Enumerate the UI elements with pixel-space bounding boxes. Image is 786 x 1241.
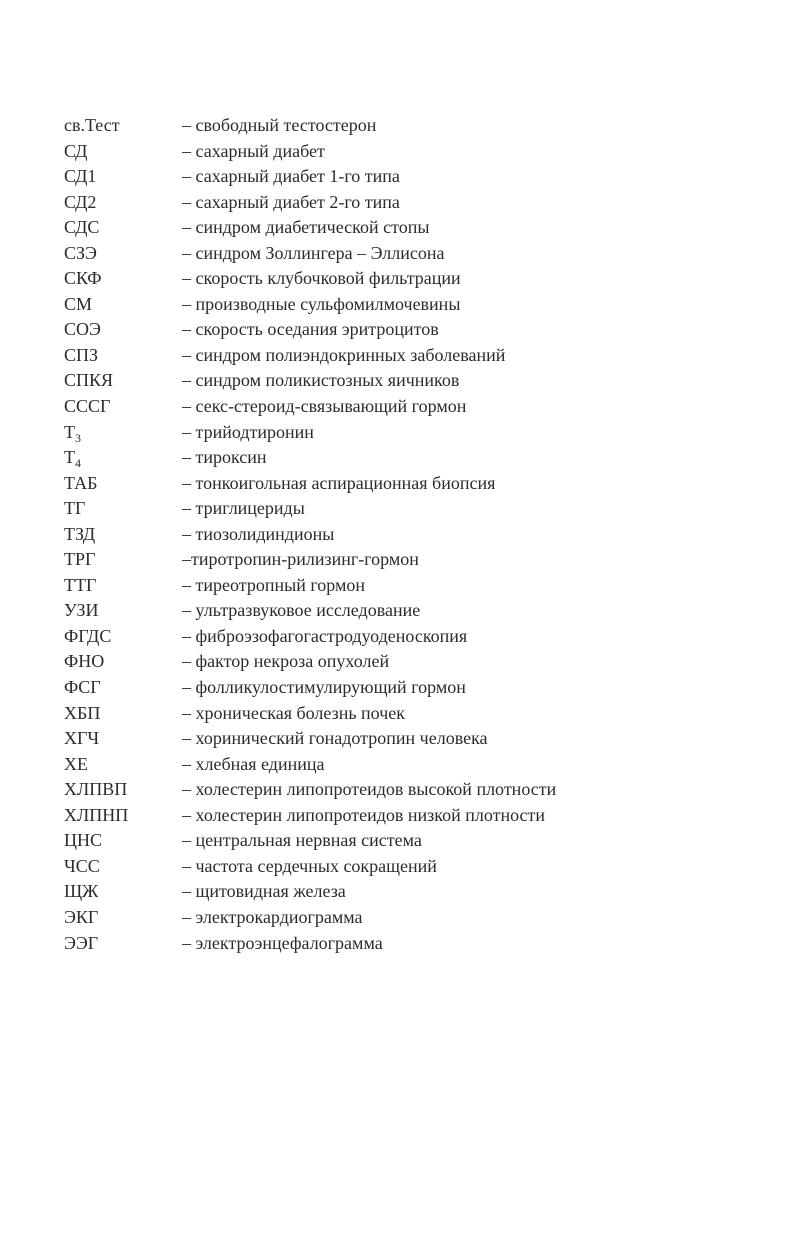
abbreviation-definition: – холестерин липопротеидов низкой плотности: [182, 804, 546, 825]
abbreviation-term-text: СД2: [64, 191, 97, 212]
abbreviation-row: [64, 726, 724, 752]
abbreviation-term: [64, 803, 182, 827]
abbreviation-definition: – скорость оседания эритроцитов: [182, 319, 439, 340]
abbreviation-row: [64, 547, 724, 573]
abbreviation-row: [64, 292, 724, 318]
abbreviation-term: [64, 496, 182, 520]
abbreviation-term-text: ФСГ: [64, 677, 101, 698]
abbreviation-term: [64, 241, 182, 265]
abbreviation-list: [64, 113, 724, 956]
abbreviation-definition: – щитовидная железа: [182, 881, 346, 902]
abbreviation-term-text: ХЕ: [64, 753, 88, 774]
abbreviation-term: [64, 905, 182, 929]
abbreviation-definition: – фактор некроза опухолей: [182, 651, 390, 672]
abbreviation-definition: – секс-стероид-связывающий гормон: [182, 396, 467, 417]
abbreviation-row: [64, 368, 724, 394]
abbreviation-term: [64, 752, 182, 776]
abbreviation-term: [64, 726, 182, 750]
abbreviation-term: [64, 828, 182, 852]
abbreviation-definition: – фолликулостимулирующий гормон: [182, 677, 466, 698]
abbreviation-term: [64, 317, 182, 341]
abbreviation-definition: – хлебная единица: [182, 753, 325, 774]
abbreviation-term-text: св.Тест: [64, 115, 120, 135]
abbreviation-term: [64, 113, 182, 137]
abbreviation-term: [64, 598, 182, 622]
abbreviation-row: [64, 879, 724, 905]
abbreviation-term: [64, 931, 182, 955]
abbreviation-row: [64, 905, 724, 931]
abbreviation-term: [64, 854, 182, 878]
abbreviation-term-text: ТТГ: [64, 574, 97, 595]
abbreviation-row: [64, 854, 724, 880]
abbreviation-term-text: СОЭ: [64, 319, 101, 340]
abbreviation-definition: – синдром полиэндокринных заболеваний: [182, 344, 506, 365]
abbreviation-term-text: ЧСС: [64, 855, 100, 876]
abbreviation-term: [64, 573, 182, 597]
abbreviation-row: [64, 317, 724, 343]
abbreviation-definition: – свободный тестостерон: [182, 115, 377, 135]
abbreviation-term-text: ТРГ: [64, 549, 96, 570]
abbreviation-term-text: СЗЭ: [64, 242, 97, 263]
abbreviation-definition: – тиреотропный гормон: [182, 574, 366, 595]
abbreviation-definition: – холестерин липопротеидов высокой плотности: [182, 779, 557, 800]
abbreviation-definition: – сахарный диабет: [182, 140, 325, 161]
abbreviation-term: [64, 368, 182, 392]
abbreviation-row: [64, 803, 724, 829]
abbreviation-term-text: ФГДС: [64, 625, 112, 646]
abbreviation-definition: – трийодтиронин: [182, 421, 314, 442]
abbreviation-term-text: Т: [64, 421, 75, 442]
abbreviation-term-text: СД1: [64, 166, 97, 187]
abbreviation-term: [64, 624, 182, 648]
abbreviation-row: [64, 701, 724, 727]
abbreviation-definition: – электроэнцефалограмма: [182, 932, 383, 953]
abbreviation-row: [64, 624, 724, 650]
abbreviation-term-text: ЦНС: [64, 830, 103, 851]
abbreviation-row: [64, 215, 724, 241]
abbreviation-term: [64, 420, 182, 444]
abbreviation-term-text: СССГ: [64, 396, 111, 417]
abbreviation-term: [64, 190, 182, 214]
abbreviation-definition: – сахарный диабет 2-го типа: [182, 191, 400, 212]
abbreviation-term-subscript: 4: [75, 456, 81, 471]
abbreviation-definition: – триглицериды: [182, 498, 305, 519]
abbreviation-term-text: СПКЯ: [64, 370, 114, 391]
abbreviation-term: [64, 139, 182, 163]
abbreviation-term-text: ТЗД: [64, 523, 96, 544]
abbreviation-term: [64, 343, 182, 367]
abbreviation-term: [64, 292, 182, 316]
abbreviation-term-text: Т: [64, 447, 75, 468]
abbreviation-row: [64, 573, 724, 599]
abbreviation-term: [64, 649, 182, 673]
abbreviation-row: [64, 931, 724, 957]
abbreviation-definition: – ультразвуковое исследование: [182, 600, 421, 621]
abbreviation-row: [64, 343, 724, 369]
abbreviation-row: [64, 241, 724, 267]
abbreviation-definition: – синдром поликистозных яичников: [182, 370, 460, 391]
abbreviation-term-text: СКФ: [64, 268, 102, 289]
abbreviation-row: [64, 266, 724, 292]
abbreviation-row: [64, 496, 724, 522]
abbreviation-term-text: ХЛПНП: [64, 804, 129, 825]
abbreviation-term: [64, 547, 182, 571]
abbreviation-definition: – тонкоигольная аспирационная биопсия: [182, 472, 496, 493]
abbreviation-definition: – электрокардиограмма: [182, 906, 363, 927]
abbreviation-row: [64, 394, 724, 420]
abbreviation-term-text: СМ: [64, 293, 93, 314]
abbreviation-term-text: ХЛПВП: [64, 779, 128, 800]
abbreviation-row: [64, 522, 724, 548]
abbreviation-term-text: ТГ: [64, 498, 86, 519]
abbreviation-definition: – частота сердечных сокращений: [182, 855, 437, 876]
abbreviation-term-text: ЩЖ: [64, 881, 99, 902]
abbreviation-term-text: ХГЧ: [64, 728, 100, 749]
abbreviation-term: [64, 394, 182, 418]
abbreviation-term: [64, 445, 182, 469]
abbreviation-term: [64, 522, 182, 546]
abbreviation-row: [64, 752, 724, 778]
abbreviation-row: [64, 139, 724, 165]
abbreviation-row: [64, 420, 724, 446]
abbreviation-term: [64, 675, 182, 699]
abbreviation-row: [64, 675, 724, 701]
abbreviation-definition: – скорость клубочковой фильтрации: [182, 268, 461, 289]
abbreviation-definition: – синдром диабетической стопы: [182, 217, 430, 238]
abbreviation-row: [64, 598, 724, 624]
abbreviation-term: [64, 879, 182, 903]
abbreviation-definition: – сахарный диабет 1-го типа: [182, 166, 400, 187]
abbreviation-row: [64, 649, 724, 675]
abbreviation-definition: – центральная нервная система: [182, 830, 422, 851]
abbreviation-definition: – производные сульфомилмочевины: [182, 293, 461, 314]
abbreviation-row: [64, 828, 724, 854]
abbreviation-term: [64, 215, 182, 239]
abbreviation-term: [64, 164, 182, 188]
abbreviation-term-text: СДС: [64, 217, 100, 238]
abbreviation-definition: – фиброэзофагогастродуоденоскопия: [182, 625, 468, 646]
abbreviation-definition: – синдром Золлингера – Эллисона: [182, 242, 445, 263]
abbreviation-term-subscript: 3: [75, 430, 81, 445]
abbreviation-row: [64, 445, 724, 471]
abbreviation-definition: –тиротропин-рилизинг-гормон: [182, 549, 419, 570]
abbreviation-term-text: ТАБ: [64, 472, 98, 493]
abbreviation-definition: – хоринический гонадотропин человека: [182, 728, 488, 749]
abbreviation-term: [64, 701, 182, 725]
abbreviation-term-text: СПЗ: [64, 344, 99, 365]
abbreviation-term: [64, 266, 182, 290]
abbreviation-definition: – хроническая болезнь почек: [182, 702, 406, 723]
abbreviation-definition: – тироксин: [182, 447, 267, 468]
abbreviation-term: [64, 777, 182, 801]
abbreviation-row: [64, 777, 724, 803]
abbreviation-row: [64, 471, 724, 497]
abbreviation-row: [64, 190, 724, 216]
abbreviation-term-text: СД: [64, 140, 88, 161]
abbreviation-row: [64, 113, 724, 139]
abbreviation-term-text: ФНО: [64, 651, 105, 672]
abbreviation-row: [64, 164, 724, 190]
abbreviation-term-text: УЗИ: [64, 600, 99, 621]
abbreviation-term-text: ЭКГ: [64, 906, 99, 927]
abbreviation-term-text: ХБП: [64, 702, 101, 723]
abbreviation-definition: – тиозолидиндионы: [182, 523, 335, 544]
abbreviation-term: [64, 471, 182, 495]
abbreviation-term-text: ЭЭГ: [64, 932, 99, 953]
